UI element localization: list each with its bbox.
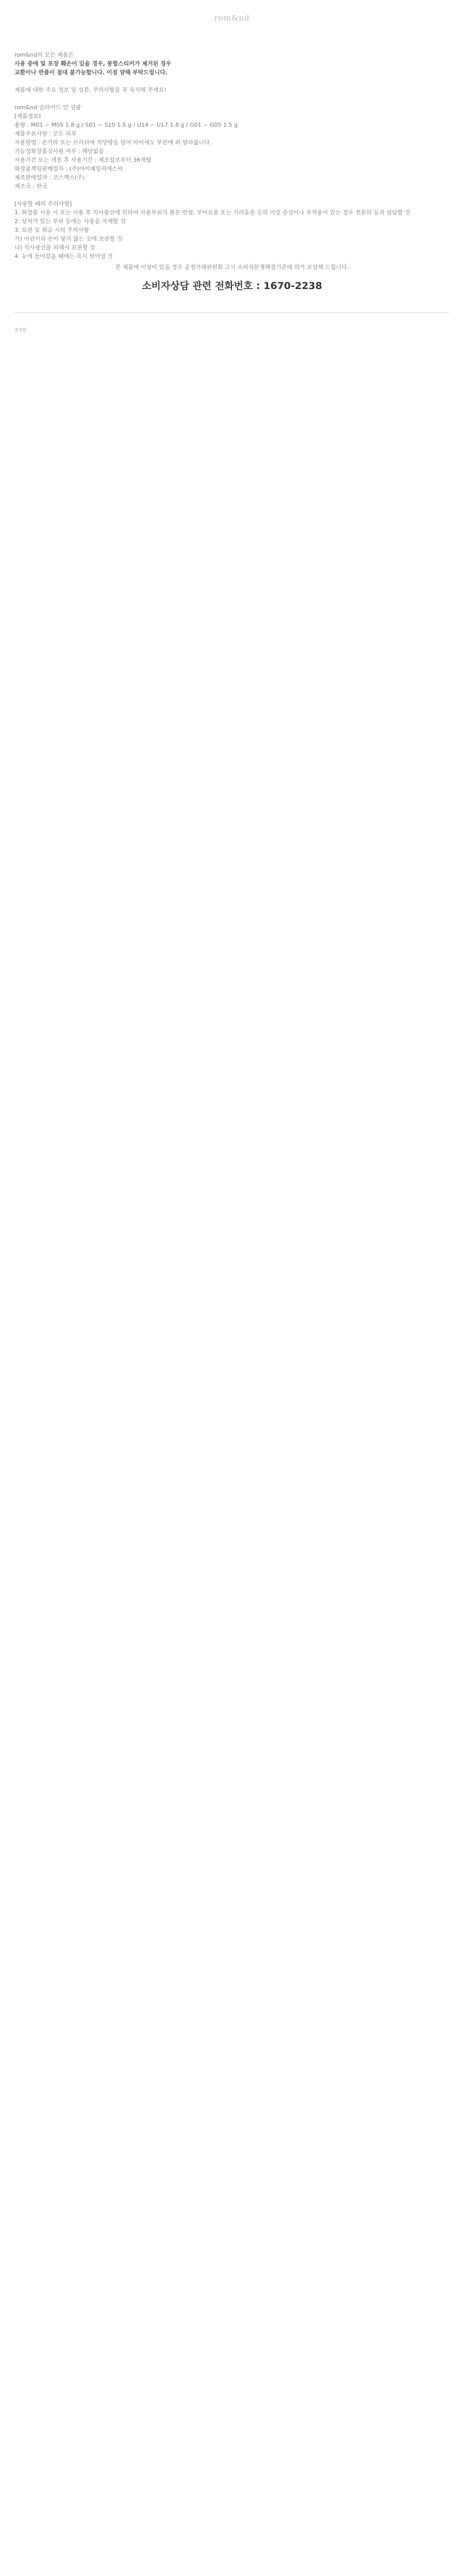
notice-line: 제품에 대한 주요 정보 및 성분, 주의사항을 꼭 숙지해 주세요!	[14, 87, 167, 93]
notice-line: rom&nd 슬라이드 인 섬광	[14, 104, 81, 111]
line-gap	[14, 77, 450, 86]
compensation-notice: 본 제품에 이상이 있을 경우 공정거래위원회 고시 소비자분쟁해결기준에 의거 보상해 드립니다.	[115, 264, 349, 270]
notice-line: rom&nd의 모든 제품은	[14, 52, 74, 58]
divider	[14, 312, 450, 313]
notice-line: 나) 직사광선을 피해서 보관할 것	[14, 244, 95, 251]
notice-line: [제품정보]	[14, 113, 41, 120]
notice-line: 제품주요사양 : 모든 피부	[14, 130, 77, 137]
notice-line: 제조판매업자 : 코스맥스(주)	[14, 174, 85, 181]
line-gap	[14, 191, 450, 199]
notice-line: 제조국 : 한국	[14, 183, 47, 190]
notice-line: 2. 상처가 있는 부위 등에는 사용을 자제할 것	[14, 218, 126, 225]
notice-line: 기능성화장품심사필 여부 : 해당없음	[14, 148, 104, 155]
ingredients-section	[14, 328, 450, 337]
ingredients-title: 전성분	[14, 328, 27, 332]
notice-line: 교환이나 반품이 절대 불가능합니다. 이점 양해 부탁드립니다.	[14, 69, 168, 76]
notice-line: 1. 화장품 사용 시 또는 사용 후 직사광선에 의하여 사용부위가 붉은 반점, 부어오름 또는 가려움증 등의 이상 증상이나 부작용이 있는 경우 전문의 등과 상담할 것	[14, 209, 410, 216]
notice-line: 화장품책임판매업자 : (주)아이패밀리에스씨	[14, 165, 123, 172]
notice-section	[14, 50, 450, 261]
notice-line: 가) 어린이의 손이 닿지 않는 곳에 보관할 것	[14, 235, 123, 242]
notice-line: 용량 : M01 ~ M05 1.8 g / S01 ~ S10 1.5 g / U14 ~ U17 1.8 g / G01 ~ G05 1.5 g	[14, 122, 238, 128]
consumer-phone: 소비자상담 관련 전화번호 : 1670-2238	[142, 280, 322, 292]
notice-line: 사용방법 : 손가락 또는 브러쉬에 적당량을 덜어 아이섀도 부분에 펴 발라줍니다.	[14, 139, 212, 146]
notice-line: 4. 눈에 들어갔을 때에는 즉시 씻어낼 것	[14, 253, 113, 260]
line-gap	[14, 94, 450, 103]
notice-line: 사용기간 또는 개봉 후 사용기간 : 제조일로부터 36개월	[14, 157, 152, 163]
notice-line: 3. 보관 및 취급 시의 주의사항	[14, 227, 89, 233]
brand-logo: rom&nd	[214, 13, 250, 23]
notice-line: 사용 중에 및 포장 훼손이 있을 경우, 봉합스티커가 제거된 경우	[14, 60, 172, 67]
notice-line: [사용할 때의 주의사항]	[14, 200, 72, 207]
